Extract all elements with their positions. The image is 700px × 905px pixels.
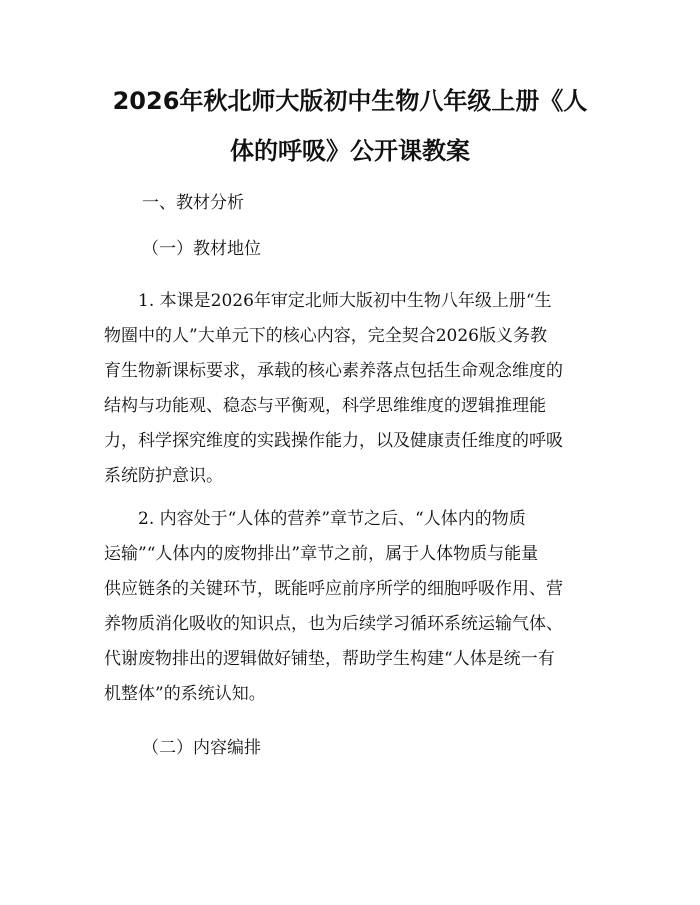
paragraph-1-line: 1. 本课是2026年审定北师大版初中生物八年级上册“生 — [104, 291, 552, 311]
subsection-heading-position: （一）教材地位 — [142, 239, 261, 259]
paragraph-2-line: 2. 内容处于“人体的营养”章节之后、“人体内的物质 — [104, 509, 526, 529]
paragraph-2-line: 代谢废物排出的逻辑做好铺垫，帮助学生构建“人体是统一有 — [104, 649, 555, 669]
document-title-line-2: 体的呼吸》公开课教案 — [230, 137, 470, 165]
paragraph-2-line: 供应链条的关键环节，既能呼应前序所学的细胞呼吸作用、营 — [104, 579, 563, 599]
paragraph-1-line: 物圈中的人”大单元下的核心内容，完全契合2026版义务教 — [104, 326, 547, 346]
subsection-heading-arrangement: （二）内容编排 — [142, 738, 261, 758]
paragraph-1 — [104, 284, 604, 494]
paragraph-2-line: 运输”“人体内的废物排出”章节之前，属于人体物质与能量 — [104, 544, 539, 564]
paragraph-1-line: 育生物新课标要求，承载的核心素养落点包括生命观念维度的 — [104, 361, 563, 381]
paragraph-1-line: 力，科学探究维度的实践操作能力，以及健康责任维度的呼吸 — [104, 431, 563, 451]
paragraph-1-line: 系统防护意识。 — [104, 466, 223, 486]
paragraph-2-line: 养物质消化吸收的知识点，也为后续学习循环系统运输气体、 — [104, 614, 563, 634]
paragraph-1-line: 结构与功能观、稳态与平衡观，科学思维维度的逻辑推理能 — [104, 396, 546, 416]
section-heading-analysis: 一、教材分析 — [142, 193, 244, 213]
paragraph-2 — [104, 502, 604, 712]
document-title-line-1: 2026年秋北师大版初中生物八年级上册《人 — [112, 87, 588, 115]
paragraph-2-line: 机整体”的系统认知。 — [104, 684, 266, 704]
